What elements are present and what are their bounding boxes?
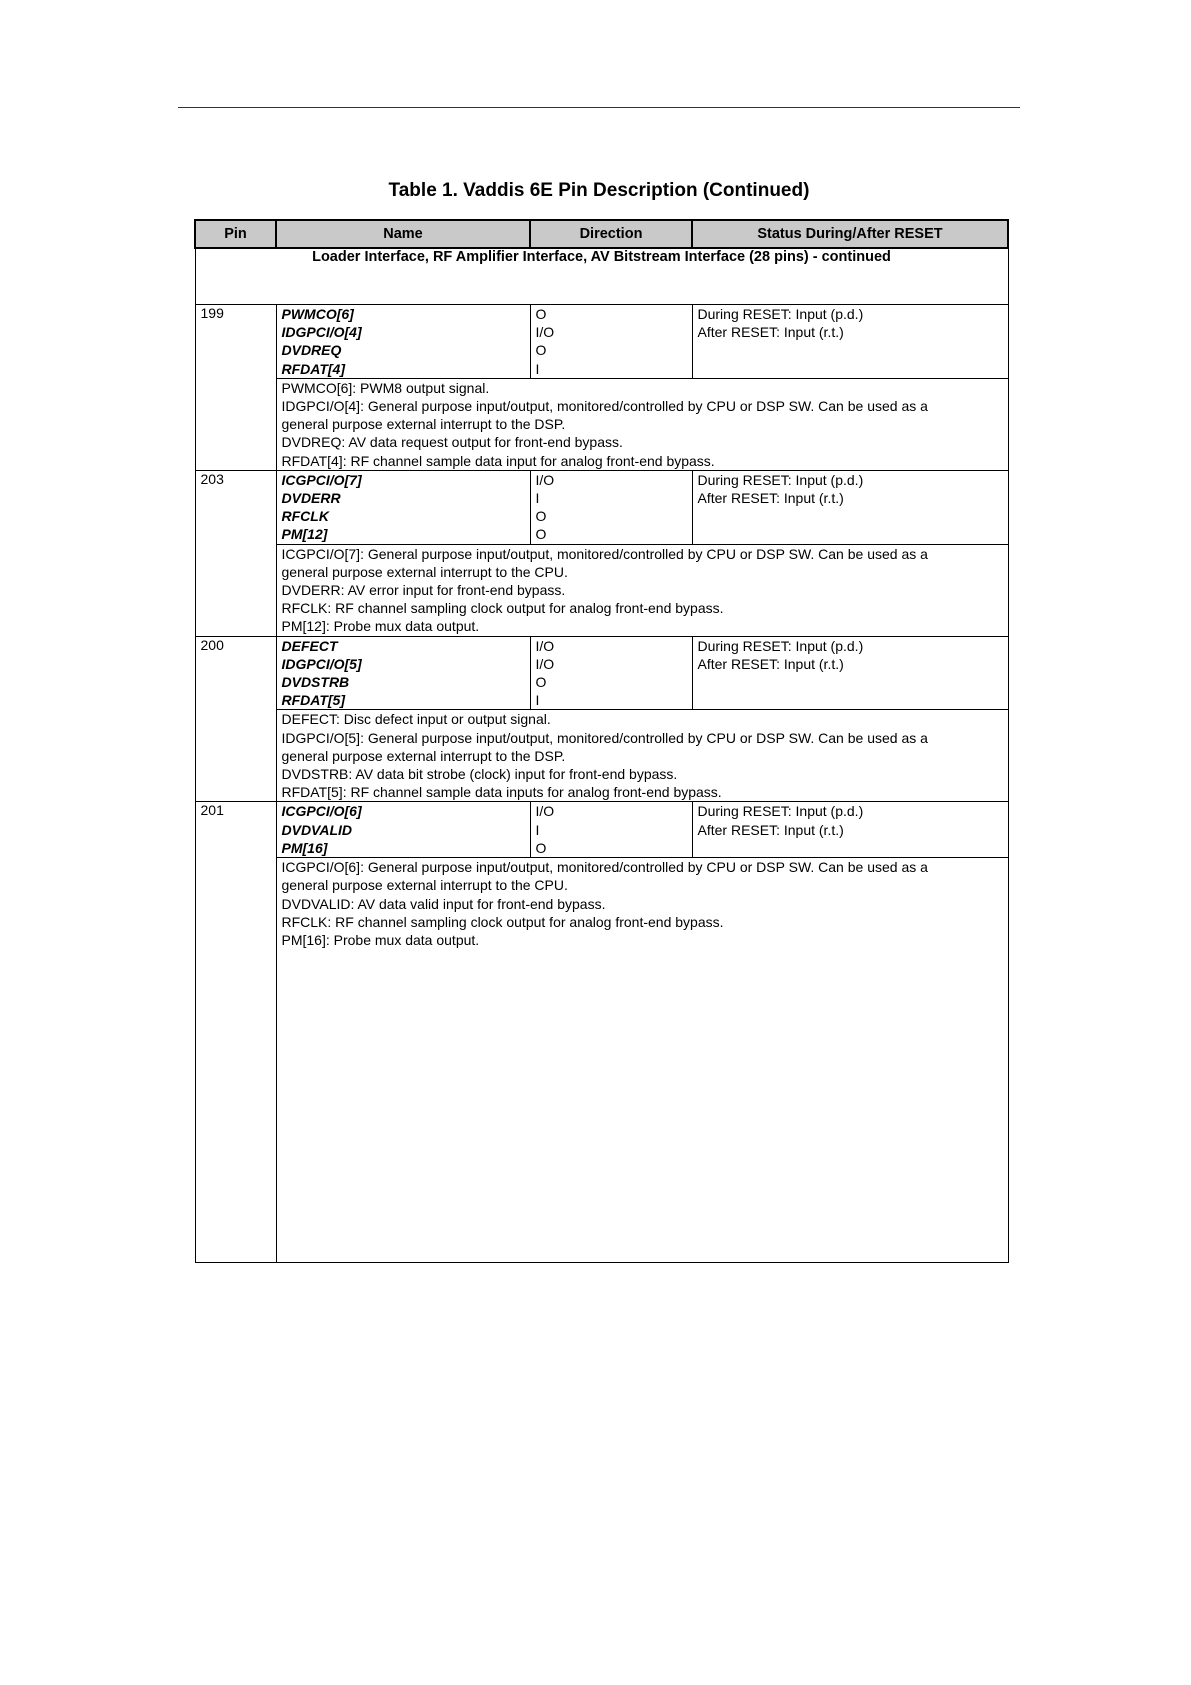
pin-number: 201 [195, 802, 276, 1263]
signal-directions [530, 305, 692, 379]
table-header-row [195, 220, 1008, 248]
table-row [195, 470, 1008, 544]
description-line: PWMCO[6]: PWM8 output signal. [281, 379, 490, 396]
reset-status [692, 802, 1008, 858]
section-title: Loader Interface, RF Amplifier Interface, AV Bitstream Interface (28 pins) - continued [195, 248, 1008, 305]
direction: O [535, 674, 547, 691]
pin-number: 199 [195, 305, 276, 471]
description-line: DEFECT: Disc defect input or output signal. [281, 711, 551, 728]
description-line: IDGPCI/O[5]: General purpose input/output, monitored/controlled by CPU or DSP SW. Can be used as a [281, 729, 928, 746]
description-line: RFDAT[4]: RF channel sample data input for analog front-end bypass. [281, 452, 715, 469]
signal-names [276, 305, 530, 379]
signal-name: IDGPCI/O[4] [281, 324, 362, 341]
pin-description [276, 710, 1008, 802]
pin-description [276, 858, 1008, 1263]
pin-description [276, 378, 1008, 470]
signal-name: PM[16] [281, 839, 328, 856]
direction: I [535, 692, 540, 709]
signal-name: RFDAT[5] [281, 692, 346, 709]
signal-name: ICGPCI/O[6] [281, 803, 362, 820]
signal-name: RFDAT[4] [281, 360, 346, 377]
direction: I [535, 821, 540, 838]
direction: O [535, 839, 547, 856]
signal-name: DVDREQ [281, 342, 342, 359]
header-rule [178, 107, 1020, 108]
signal-directions [530, 636, 692, 710]
direction: O [535, 508, 547, 525]
signal-name: PM[12] [281, 526, 328, 543]
signal-names [276, 636, 530, 710]
pin-number: 200 [195, 636, 276, 802]
status-line: After RESET: Input (r.t.) [697, 655, 844, 672]
signal-name: DEFECT [281, 637, 338, 654]
description-line: PM[12]: Probe mux data output. [281, 618, 480, 635]
header-name: Name [276, 220, 530, 248]
section-row [195, 248, 1008, 305]
status-line: During RESET: Input (p.d.) [697, 803, 864, 820]
description-line: DVDREQ: AV data request output for front-end bypass. [281, 434, 623, 451]
description-row [195, 544, 1008, 636]
description-line: general purpose external interrupt to the DSP. [281, 747, 566, 764]
header-direction: Direction [530, 220, 692, 248]
description-line: general purpose external interrupt to the CPU. [281, 877, 568, 894]
table-row [195, 636, 1008, 710]
signal-name: DVDVALID [281, 821, 353, 838]
description-line: RFDAT[5]: RF channel sample data inputs for analog front-end bypass. [281, 784, 722, 801]
description-row [195, 378, 1008, 470]
description-row [195, 858, 1008, 1263]
direction: I/O [535, 655, 555, 672]
status-line: After RESET: Input (r.t.) [697, 324, 844, 341]
signal-directions [530, 802, 692, 858]
status-line: After RESET: Input (r.t.) [697, 821, 844, 838]
description-line: ICGPCI/O[6]: General purpose input/output, monitored/controlled by CPU or DSP SW. Can be used as a [281, 859, 928, 876]
table-row [195, 305, 1008, 379]
table-caption: Table 1. Vaddis 6E Pin Description (Continued) [388, 180, 810, 201]
description-line: IDGPCI/O[4]: General purpose input/output, monitored/controlled by CPU or DSP SW. Can be used as a [281, 398, 928, 415]
signal-name: PWMCO[6] [281, 306, 354, 322]
description-row [195, 710, 1008, 802]
description-line: PM[16]: Probe mux data output. [281, 931, 480, 948]
signal-name: IDGPCI/O[5] [281, 655, 362, 672]
signal-name: DVDERR [281, 490, 341, 507]
table-row [195, 802, 1008, 858]
direction: I/O [535, 803, 555, 820]
description-line: general purpose external interrupt to the CPU. [281, 563, 568, 580]
description-line: general purpose external interrupt to the DSP. [281, 416, 566, 433]
description-line: ICGPCI/O[7]: General purpose input/output, monitored/controlled by CPU or DSP SW. Can be used as a [281, 545, 928, 562]
signal-name: RFCLK [281, 508, 329, 525]
status-line: During RESET: Input (p.d.) [697, 306, 864, 322]
direction: I [535, 490, 540, 507]
header-status: Status During/After RESET [692, 220, 1008, 248]
pin-description-table [194, 219, 1009, 1263]
pin-description [276, 544, 1008, 636]
signal-names [276, 470, 530, 544]
direction: O [535, 342, 547, 359]
description-line: DVDVALID: AV data valid input for front-end bypass. [281, 895, 606, 912]
signal-name: DVDSTRB [281, 674, 350, 691]
direction: I/O [535, 637, 555, 654]
status-line: During RESET: Input (p.d.) [697, 637, 864, 654]
signal-directions [530, 470, 692, 544]
header-pin: Pin [195, 220, 276, 248]
reset-status [692, 636, 1008, 710]
direction: I/O [535, 324, 555, 341]
reset-status [692, 470, 1008, 544]
direction: O [535, 306, 547, 322]
description-line: DVDSTRB: AV data bit strobe (clock) input for front-end bypass. [281, 766, 678, 783]
reset-status [692, 305, 1008, 379]
description-line: RFCLK: RF channel sampling clock output for analog front-end bypass. [281, 913, 724, 930]
status-line: During RESET: Input (p.d.) [697, 471, 864, 488]
direction: I [535, 360, 540, 377]
description-line: DVDERR: AV error input for front-end bypass. [281, 582, 566, 599]
status-line: After RESET: Input (r.t.) [697, 490, 844, 507]
description-line: RFCLK: RF channel sampling clock output for analog front-end bypass. [281, 600, 724, 617]
signal-name: ICGPCI/O[7] [281, 471, 362, 488]
direction: O [535, 526, 547, 543]
direction: I/O [535, 471, 555, 488]
signal-names [276, 802, 530, 858]
pin-number: 203 [195, 470, 276, 636]
